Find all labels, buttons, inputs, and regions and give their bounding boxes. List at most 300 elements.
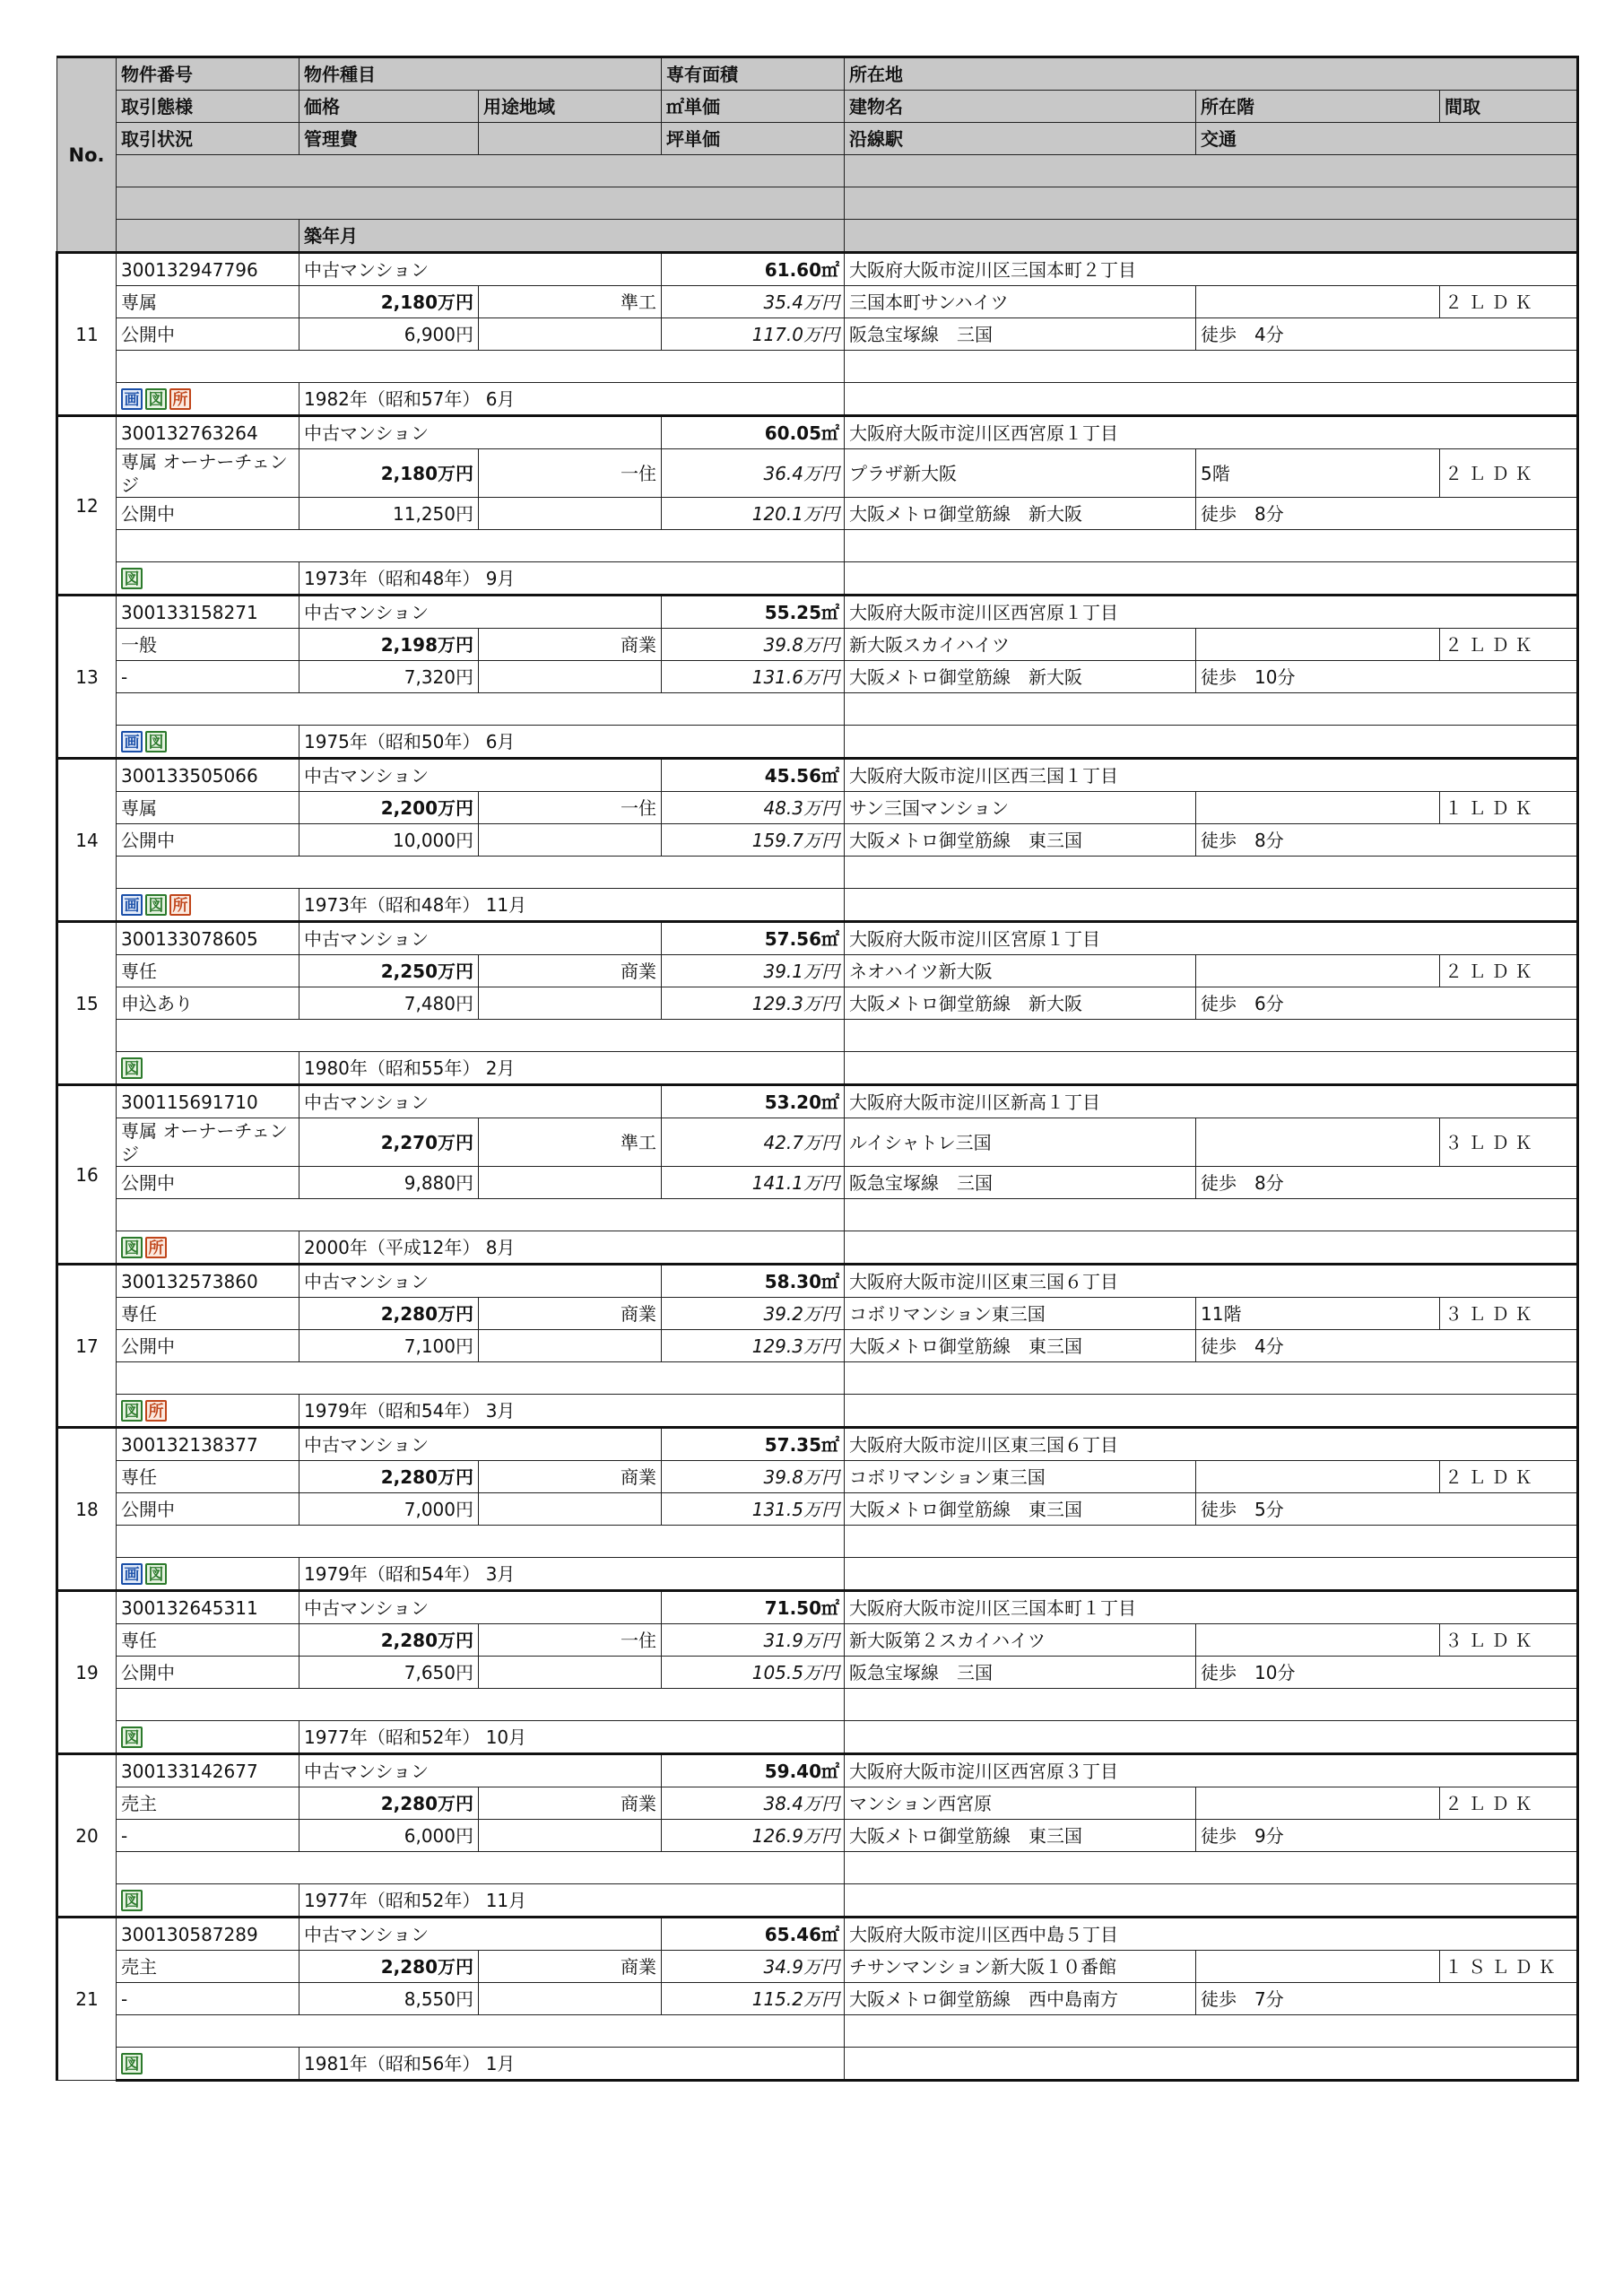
header-row-1 [57, 57, 1578, 91]
price: 2,250万円 [299, 955, 479, 987]
floor: 11階 [1196, 1298, 1440, 1330]
unit-price-tsubo: 117.0万円 [662, 318, 845, 351]
layout: ２ＬＤＫ [1440, 629, 1578, 661]
header-status: 取引状況 [117, 123, 299, 155]
address: 大阪府大阪市淀川区西三国１丁目 [845, 759, 1578, 792]
location-icon[interactable]: 所 [169, 388, 191, 410]
status: 公開中 [117, 1493, 299, 1526]
unit-price-sqm: 39.8万円 [662, 629, 845, 661]
management-fee: 9,880円 [299, 1167, 479, 1199]
listing-row-blank [57, 1020, 1578, 1052]
status: 公開中 [117, 824, 299, 857]
blank-cell [479, 987, 662, 1020]
blank-cell [845, 1558, 1578, 1591]
header-zoning: 用途地域 [479, 91, 662, 123]
floor-area: 57.56㎡ [662, 922, 845, 955]
property-id: 300132947796 [117, 253, 299, 286]
badge-cell [117, 1395, 299, 1428]
floor [1196, 1118, 1440, 1167]
floorplan-icon[interactable]: 図 [145, 388, 167, 410]
management-fee: 11,250円 [299, 498, 479, 530]
line-station: 阪急宝塚線 三国 [845, 1167, 1196, 1199]
built-date: 1975年（昭和50年） 6月 [299, 726, 845, 759]
floor-area: 65.46㎡ [662, 1918, 845, 1951]
listing-number: 14 [57, 759, 117, 922]
location-icon[interactable]: 所 [145, 1237, 167, 1258]
listing-row-blank [57, 857, 1578, 889]
listing-row-price [57, 955, 1578, 987]
transaction-type: 一般 [117, 629, 299, 661]
listing-number: 17 [57, 1265, 117, 1428]
unit-price-tsubo: 131.5万円 [662, 1493, 845, 1526]
blank-cell [845, 530, 1578, 562]
listing-row-built [57, 726, 1578, 759]
listing-row-price [57, 1624, 1578, 1657]
built-date: 1973年（昭和48年） 9月 [299, 562, 845, 596]
status: - [117, 1820, 299, 1852]
floorplan-icon[interactable]: 図 [121, 1057, 143, 1079]
unit-price-sqm: 36.4万円 [662, 449, 845, 498]
zoning: 商業 [479, 1787, 662, 1820]
layout: ２ＬＤＫ [1440, 1461, 1578, 1493]
blank-cell [845, 889, 1578, 922]
price: 2,270万円 [299, 1118, 479, 1167]
listing-row-status [57, 1657, 1578, 1689]
header-blank-right [845, 220, 1578, 253]
transaction-type: 専属 オーナーチェンジ [117, 449, 299, 498]
listing-row-status [57, 824, 1578, 857]
unit-price-tsubo: 115.2万円 [662, 1983, 845, 2015]
price: 2,280万円 [299, 1787, 479, 1820]
floorplan-icon[interactable]: 図 [121, 1890, 143, 1911]
header-transaction-type: 取引態様 [117, 91, 299, 123]
property-type: 中古マンション [299, 759, 662, 792]
property-id: 300133142677 [117, 1754, 299, 1787]
built-date: 1979年（昭和54年） 3月 [299, 1395, 845, 1428]
zoning: 商業 [479, 1298, 662, 1330]
header-blank-row [117, 155, 845, 187]
address: 大阪府大阪市淀川区三国本町１丁目 [845, 1591, 1578, 1624]
transaction-type: 専任 [117, 1624, 299, 1657]
unit-price-sqm: 48.3万円 [662, 792, 845, 824]
listing-row-price [57, 1118, 1578, 1167]
header-row-5 [57, 187, 1578, 220]
blank-cell [845, 1199, 1578, 1231]
line-station: 大阪メトロ御堂筋線 東三国 [845, 1330, 1196, 1362]
price: 2,200万円 [299, 792, 479, 824]
listing-row-blank [57, 1526, 1578, 1558]
floorplan-icon[interactable]: 図 [121, 568, 143, 589]
badge-cell [117, 562, 299, 596]
layout: １ＳＬＤＫ [1440, 1951, 1578, 1983]
price: 2,280万円 [299, 1624, 479, 1657]
built-date: 1980年（昭和55年） 2月 [299, 1052, 845, 1085]
floorplan-icon[interactable]: 図 [121, 2053, 143, 2074]
listing-number: 13 [57, 596, 117, 759]
status: 公開中 [117, 1167, 299, 1199]
building-name: プラザ新大阪 [845, 449, 1196, 498]
property-id: 300132573860 [117, 1265, 299, 1298]
access: 徒歩 4分 [1196, 1330, 1578, 1362]
badge-cell [117, 1884, 299, 1918]
floorplan-icon[interactable]: 図 [121, 1726, 143, 1748]
access: 徒歩 9分 [1196, 1820, 1578, 1852]
listing-row-blank [57, 1362, 1578, 1395]
listing-row-price [57, 1461, 1578, 1493]
floor-area: 71.50㎡ [662, 1591, 845, 1624]
zoning: 商業 [479, 955, 662, 987]
blank-cell [845, 351, 1578, 383]
built-date: 1977年（昭和52年） 10月 [299, 1721, 845, 1754]
zoning: 準工 [479, 1118, 662, 1167]
badge-cell [117, 383, 299, 416]
zoning: 一住 [479, 449, 662, 498]
zoning: 一住 [479, 1624, 662, 1657]
listing-row-blank [57, 530, 1578, 562]
building-name: サン三国マンション [845, 792, 1196, 824]
transaction-type: 専任 [117, 955, 299, 987]
blank-cell [845, 2015, 1578, 2048]
building-name: チサンマンション新大阪１０番館 [845, 1951, 1196, 1983]
access: 徒歩 7分 [1196, 1983, 1578, 2015]
floorplan-icon[interactable]: 図 [145, 1563, 167, 1585]
building-name: 三国本町サンハイツ [845, 286, 1196, 318]
access: 徒歩 10分 [1196, 1657, 1578, 1689]
listing-row-blank [57, 693, 1578, 726]
blank-cell [845, 2048, 1578, 2081]
floor [1196, 1787, 1440, 1820]
built-date: 1979年（昭和54年） 3月 [299, 1558, 845, 1591]
blank-cell [845, 1362, 1578, 1395]
access: 徒歩 6分 [1196, 987, 1578, 1020]
floor [1196, 955, 1440, 987]
property-id: 300130587289 [117, 1918, 299, 1951]
blank-cell [845, 562, 1578, 596]
listing-row-blank [57, 1689, 1578, 1721]
access: 徒歩 4分 [1196, 318, 1578, 351]
listing-row-status [57, 661, 1578, 693]
blank-cell [479, 1493, 662, 1526]
address: 大阪府大阪市淀川区三国本町２丁目 [845, 253, 1578, 286]
blank-cell [117, 530, 845, 562]
building-name: ネオハイツ新大阪 [845, 955, 1196, 987]
transaction-type: 専属 [117, 792, 299, 824]
line-station: 大阪メトロ御堂筋線 東三国 [845, 1820, 1196, 1852]
header-built: 築年月 [299, 220, 845, 253]
listing-number: 18 [57, 1428, 117, 1591]
listing-row-main [57, 1918, 1578, 1951]
header-no: No. [57, 57, 117, 253]
transaction-type: 売主 [117, 1787, 299, 1820]
unit-price-sqm: 39.8万円 [662, 1461, 845, 1493]
management-fee: 10,000円 [299, 824, 479, 857]
header-address: 所在地 [845, 57, 1578, 91]
badge-cell [117, 889, 299, 922]
blank-cell [117, 2015, 845, 2048]
blank-cell [845, 726, 1578, 759]
transaction-type: 専任 [117, 1461, 299, 1493]
blank-cell [479, 318, 662, 351]
listing-row-built [57, 1721, 1578, 1754]
blank-cell [845, 857, 1578, 889]
transaction-type: 売主 [117, 1951, 299, 1983]
unit-price-tsubo: 120.1万円 [662, 498, 845, 530]
header-building-name: 建物名 [845, 91, 1196, 123]
blank-cell [479, 1167, 662, 1199]
management-fee: 8,550円 [299, 1983, 479, 2015]
address: 大阪府大阪市淀川区東三国６丁目 [845, 1265, 1578, 1298]
status: 公開中 [117, 318, 299, 351]
address: 大阪府大阪市淀川区西宮原３丁目 [845, 1754, 1578, 1787]
built-date: 2000年（平成12年） 8月 [299, 1231, 845, 1265]
transaction-type: 専任 [117, 1298, 299, 1330]
listing-row-built [57, 383, 1578, 416]
listing-row-main [57, 922, 1578, 955]
blank-cell [845, 1852, 1578, 1884]
header-unit-price-tsubo: 坪単価 [662, 123, 845, 155]
access: 徒歩 10分 [1196, 661, 1578, 693]
listing-row-main [57, 253, 1578, 286]
listing-number: 15 [57, 922, 117, 1085]
listing-row-price [57, 1951, 1578, 1983]
listing-row-price [57, 792, 1578, 824]
listing-row-blank [57, 1852, 1578, 1884]
building-name: コボリマンション東三国 [845, 1461, 1196, 1493]
blank-cell [845, 1052, 1578, 1085]
floor [1196, 629, 1440, 661]
header-price: 価格 [299, 91, 479, 123]
building-name: マンション西宮原 [845, 1787, 1196, 1820]
built-date: 1981年（昭和56年） 1月 [299, 2048, 845, 2081]
listing-row-status [57, 1493, 1578, 1526]
layout: ２ＬＤＫ [1440, 286, 1578, 318]
listing-table [56, 56, 1579, 2082]
badge-cell [117, 1052, 299, 1085]
listing-row-status [57, 318, 1578, 351]
unit-price-sqm: 31.9万円 [662, 1624, 845, 1657]
built-date: 1973年（昭和48年） 11月 [299, 889, 845, 922]
line-station: 大阪メトロ御堂筋線 東三国 [845, 1493, 1196, 1526]
property-id: 300133078605 [117, 922, 299, 955]
management-fee: 7,100円 [299, 1330, 479, 1362]
blank-cell [479, 824, 662, 857]
unit-price-tsubo: 105.5万円 [662, 1657, 845, 1689]
price: 2,198万円 [299, 629, 479, 661]
price: 2,280万円 [299, 1461, 479, 1493]
floor [1196, 1951, 1440, 1983]
blank-cell [479, 1657, 662, 1689]
floorplan-icon[interactable]: 図 [145, 731, 167, 752]
property-type: 中古マンション [299, 416, 662, 449]
location-icon[interactable]: 所 [145, 1400, 167, 1422]
blank-cell [845, 1689, 1578, 1721]
photo-icon[interactable]: 画 [121, 731, 143, 752]
unit-price-tsubo: 131.6万円 [662, 661, 845, 693]
floor [1196, 792, 1440, 824]
blank-cell [117, 1689, 845, 1721]
property-id: 300133158271 [117, 596, 299, 629]
floorplan-icon[interactable]: 図 [121, 1237, 143, 1258]
blank-cell [845, 1721, 1578, 1754]
listing-row-main [57, 1591, 1578, 1624]
header-access: 交通 [1196, 123, 1578, 155]
listing-row-main [57, 759, 1578, 792]
unit-price-sqm: 34.9万円 [662, 1951, 845, 1983]
header-row-6 [57, 220, 1578, 253]
badge-cell [117, 1558, 299, 1591]
price: 2,280万円 [299, 1298, 479, 1330]
built-date: 1977年（昭和52年） 11月 [299, 1884, 845, 1918]
listing-row-main [57, 1085, 1578, 1118]
management-fee: 7,320円 [299, 661, 479, 693]
blank-cell [117, 1362, 845, 1395]
address: 大阪府大阪市淀川区東三国６丁目 [845, 1428, 1578, 1461]
property-type: 中古マンション [299, 596, 662, 629]
unit-price-tsubo: 141.1万円 [662, 1167, 845, 1199]
unit-price-tsubo: 129.3万円 [662, 987, 845, 1020]
listing-row-main [57, 1265, 1578, 1298]
listing-row-price [57, 629, 1578, 661]
photo-icon[interactable]: 画 [121, 388, 143, 410]
status: 公開中 [117, 498, 299, 530]
layout: ２ＬＤＫ [1440, 449, 1578, 498]
status: 公開中 [117, 1330, 299, 1362]
unit-price-sqm: 35.4万円 [662, 286, 845, 318]
zoning: 商業 [479, 1951, 662, 1983]
blank-cell [117, 1199, 845, 1231]
floorplan-icon[interactable]: 図 [145, 894, 167, 916]
layout: ３ＬＤＫ [1440, 1298, 1578, 1330]
header-line-station: 沿線駅 [845, 123, 1196, 155]
listing-row-status [57, 1983, 1578, 2015]
management-fee: 7,650円 [299, 1657, 479, 1689]
unit-price-sqm: 39.2万円 [662, 1298, 845, 1330]
blank-cell [845, 693, 1578, 726]
zoning: 準工 [479, 286, 662, 318]
unit-price-tsubo: 126.9万円 [662, 1820, 845, 1852]
unit-price-tsubo: 159.7万円 [662, 824, 845, 857]
property-id: 300132645311 [117, 1591, 299, 1624]
header-row-2 [57, 91, 1578, 123]
access: 徒歩 8分 [1196, 498, 1578, 530]
floor: 5階 [1196, 449, 1440, 498]
floor-area: 58.30㎡ [662, 1265, 845, 1298]
management-fee: 7,480円 [299, 987, 479, 1020]
blank-cell [845, 1526, 1578, 1558]
listing-number: 11 [57, 253, 117, 416]
transaction-type: 専属 [117, 286, 299, 318]
floor-area: 59.40㎡ [662, 1754, 845, 1787]
building-name: 新大阪第２スカイハイツ [845, 1624, 1196, 1657]
zoning: 一住 [479, 792, 662, 824]
line-station: 大阪メトロ御堂筋線 新大阪 [845, 661, 1196, 693]
blank-cell [845, 1884, 1578, 1918]
line-station: 阪急宝塚線 三国 [845, 1657, 1196, 1689]
listing-row-built [57, 1395, 1578, 1428]
listing-row-blank [57, 2015, 1578, 2048]
photo-icon[interactable]: 画 [121, 1563, 143, 1585]
layout: ２ＬＤＫ [1440, 955, 1578, 987]
blank-cell [117, 693, 845, 726]
blank-cell [479, 1983, 662, 2015]
price: 2,280万円 [299, 1951, 479, 1983]
layout: ３ＬＤＫ [1440, 1118, 1578, 1167]
floorplan-icon[interactable]: 図 [121, 1400, 143, 1422]
badge-cell [117, 1231, 299, 1265]
price: 2,180万円 [299, 449, 479, 498]
blank-cell [845, 1020, 1578, 1052]
listing-row-main [57, 1754, 1578, 1787]
address: 大阪府大阪市淀川区宮原１丁目 [845, 922, 1578, 955]
listing-row-blank [57, 351, 1578, 383]
blank-cell [117, 351, 845, 383]
badge-cell [117, 1721, 299, 1754]
floor-area: 61.60㎡ [662, 253, 845, 286]
line-station: 大阪メトロ御堂筋線 新大阪 [845, 498, 1196, 530]
zoning: 商業 [479, 629, 662, 661]
badge-cell [117, 726, 299, 759]
location-icon[interactable]: 所 [169, 894, 191, 916]
floor-area: 45.56㎡ [662, 759, 845, 792]
property-id: 300132138377 [117, 1428, 299, 1461]
header-row-3 [57, 123, 1578, 155]
listing-row-status [57, 1167, 1578, 1199]
header-badge-col [117, 220, 299, 253]
badge-cell [117, 2048, 299, 2081]
header-property-type: 物件種目 [299, 57, 662, 91]
listing-row-price [57, 1787, 1578, 1820]
blank-cell [479, 1330, 662, 1362]
floor [1196, 1624, 1440, 1657]
listing-row-built [57, 1052, 1578, 1085]
photo-icon[interactable]: 画 [121, 894, 143, 916]
listing-row-built [57, 1558, 1578, 1591]
header-unit-price-sqm: ㎡単価 [662, 91, 845, 123]
header-area: 専有面積 [662, 57, 845, 91]
listing-row-status [57, 1330, 1578, 1362]
header-row-4 [57, 155, 1578, 187]
listing-row-built [57, 889, 1578, 922]
listing-row-main [57, 1428, 1578, 1461]
listing-row-blank [57, 1199, 1578, 1231]
property-type: 中古マンション [299, 1265, 662, 1298]
floor-area: 53.20㎡ [662, 1085, 845, 1118]
management-fee: 7,000円 [299, 1493, 479, 1526]
property-id: 300115691710 [117, 1085, 299, 1118]
property-id: 300132763264 [117, 416, 299, 449]
listing-row-price [57, 449, 1578, 498]
property-type: 中古マンション [299, 253, 662, 286]
layout: ２ＬＤＫ [1440, 1787, 1578, 1820]
header-layout: 間取 [1440, 91, 1578, 123]
listing-number: 19 [57, 1591, 117, 1754]
listing-row-status [57, 1820, 1578, 1852]
line-station: 大阪メトロ御堂筋線 西中島南方 [845, 1983, 1196, 2015]
building-name: ルイシャトレ三国 [845, 1118, 1196, 1167]
floor [1196, 1461, 1440, 1493]
floor-area: 60.05㎡ [662, 416, 845, 449]
header-blank [479, 123, 662, 155]
property-type: 中古マンション [299, 1085, 662, 1118]
address: 大阪府大阪市淀川区西宮原１丁目 [845, 596, 1578, 629]
floor-area: 55.25㎡ [662, 596, 845, 629]
status: 公開中 [117, 1657, 299, 1689]
listing-row-built [57, 562, 1578, 596]
access: 徒歩 8分 [1196, 1167, 1578, 1199]
property-id: 300133505066 [117, 759, 299, 792]
layout: ３ＬＤＫ [1440, 1624, 1578, 1657]
blank-cell [117, 1020, 845, 1052]
